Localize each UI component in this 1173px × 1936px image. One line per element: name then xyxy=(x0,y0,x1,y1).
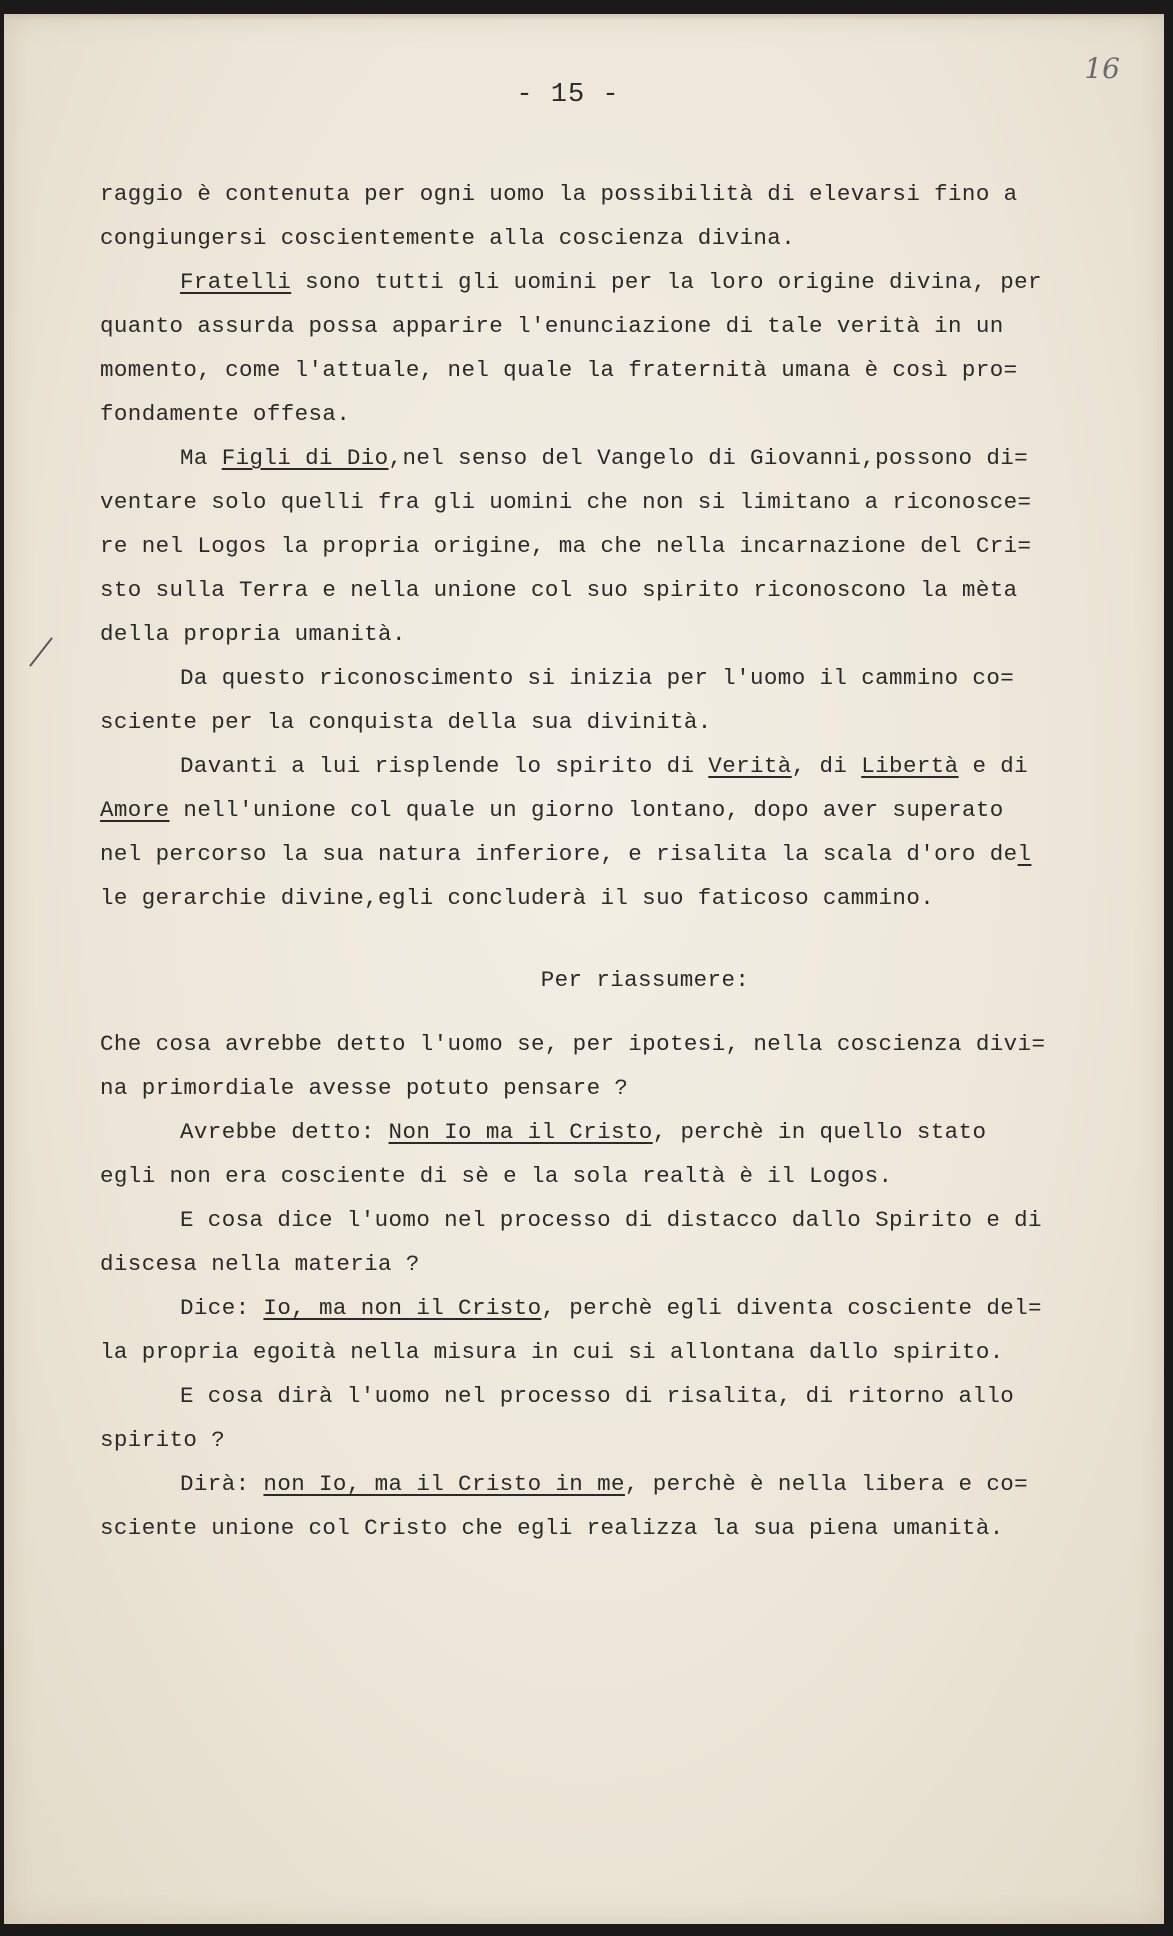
underlined-word: Verità xyxy=(708,753,792,779)
text-line: della propria umanità. xyxy=(100,621,406,647)
text-line: E cosa dice l'uomo nel processo di distacco dallo Spirito e di xyxy=(180,1207,1042,1233)
text-line: quanto assurda possa apparire l'enunciazione di tale verità in un xyxy=(100,313,1004,339)
text-line: Da questo riconoscimento si inizia per l'uomo il cammino co= xyxy=(180,665,1015,691)
text-line: Dice: Io, ma non il Cristo, perchè egli diventa cosciente del= xyxy=(180,1295,1042,1321)
text-line: fondamente offesa. xyxy=(100,401,351,427)
body-text xyxy=(100,172,1130,1550)
summary-heading: Per riassumere: xyxy=(540,967,750,993)
text-line: sto sulla Terra e nella unione col suo spirito riconoscono la mèta xyxy=(100,577,1018,603)
text-line: E cosa dirà l'uomo nel processo di risalita, di ritorno allo xyxy=(180,1383,1015,1409)
handwritten-folio-number: 16 xyxy=(1084,52,1120,85)
text-line: Ma Figli di Dio,nel senso del Vangelo di Giovanni,possono di= xyxy=(180,445,1029,471)
page-number: - 15 - xyxy=(516,80,620,110)
text-line: spirito ? xyxy=(100,1427,226,1453)
typewritten-page xyxy=(4,14,1164,1924)
underlined-phrase: Io, ma non il Cristo xyxy=(263,1295,542,1321)
text-line: congiungersi coscientemente alla coscienza divina. xyxy=(100,225,796,251)
text-line: Amore nell'unione col quale un giorno lontano, dopo aver superato xyxy=(100,797,1004,823)
text-line: sciente unione col Cristo che egli realizza la sua piena umanità. xyxy=(100,1515,1004,1541)
spacer xyxy=(100,1002,1130,1022)
underlined-letter: l xyxy=(1017,841,1032,867)
margin-pencil-mark xyxy=(29,637,53,667)
page-edge xyxy=(4,14,1164,20)
underlined-word: Libertà xyxy=(861,753,959,779)
text-line: Che cosa avrebbe detto l'uomo se, per ipotesi, nella coscienza divi= xyxy=(100,1031,1046,1057)
text-line: na primordiale avesse potuto pensare ? xyxy=(100,1075,629,1101)
text-line: Davanti a lui risplende lo spirito di Verità, di Libertà e di xyxy=(180,753,1029,779)
text-line: re nel Logos la propria origine, ma che nella incarnazione del Cri= xyxy=(100,533,1032,559)
text-line: egli non era cosciente di sè e la sola realtà è il Logos. xyxy=(100,1163,893,1189)
underlined-phrase: Figli di Dio xyxy=(221,445,389,471)
text-line: raggio è contenuta per ogni uomo la possibilità di elevarsi fino a xyxy=(100,181,1018,207)
text-line: le gerarchie divine,egli concluderà il suo faticoso cammino. xyxy=(100,885,935,911)
text-line: nel percorso la sua natura inferiore, e risalita la scala d'oro del xyxy=(100,841,1032,867)
text-line: momento, come l'attuale, nel quale la fraternità umana è così pro= xyxy=(100,357,1018,383)
text-line: ventare solo quelli fra gli uomini che non si limitano a riconosce= xyxy=(100,489,1032,515)
text-line: discesa nella materia ? xyxy=(100,1251,420,1277)
underlined-word: Fratelli xyxy=(180,269,292,295)
spacer xyxy=(100,920,1130,958)
text-line: Dirà: non Io, ma il Cristo in me, perchè è nella libera e co= xyxy=(180,1471,1029,1497)
underlined-phrase: Non Io ma il Cristo xyxy=(388,1119,653,1145)
text-line: la propria egoità nella misura in cui si allontana dallo spirito. xyxy=(100,1339,1004,1365)
underlined-phrase: non Io, ma il Cristo in me xyxy=(263,1471,625,1497)
text-line: sciente per la conquista della sua divinità. xyxy=(100,709,712,735)
underlined-word: Amore xyxy=(100,797,170,823)
text-line: Avrebbe detto: Non Io ma il Cristo, perchè in quello stato xyxy=(180,1119,987,1145)
text-line: Fratelli sono tutti gli uomini per la loro origine divina, per xyxy=(180,269,1042,295)
